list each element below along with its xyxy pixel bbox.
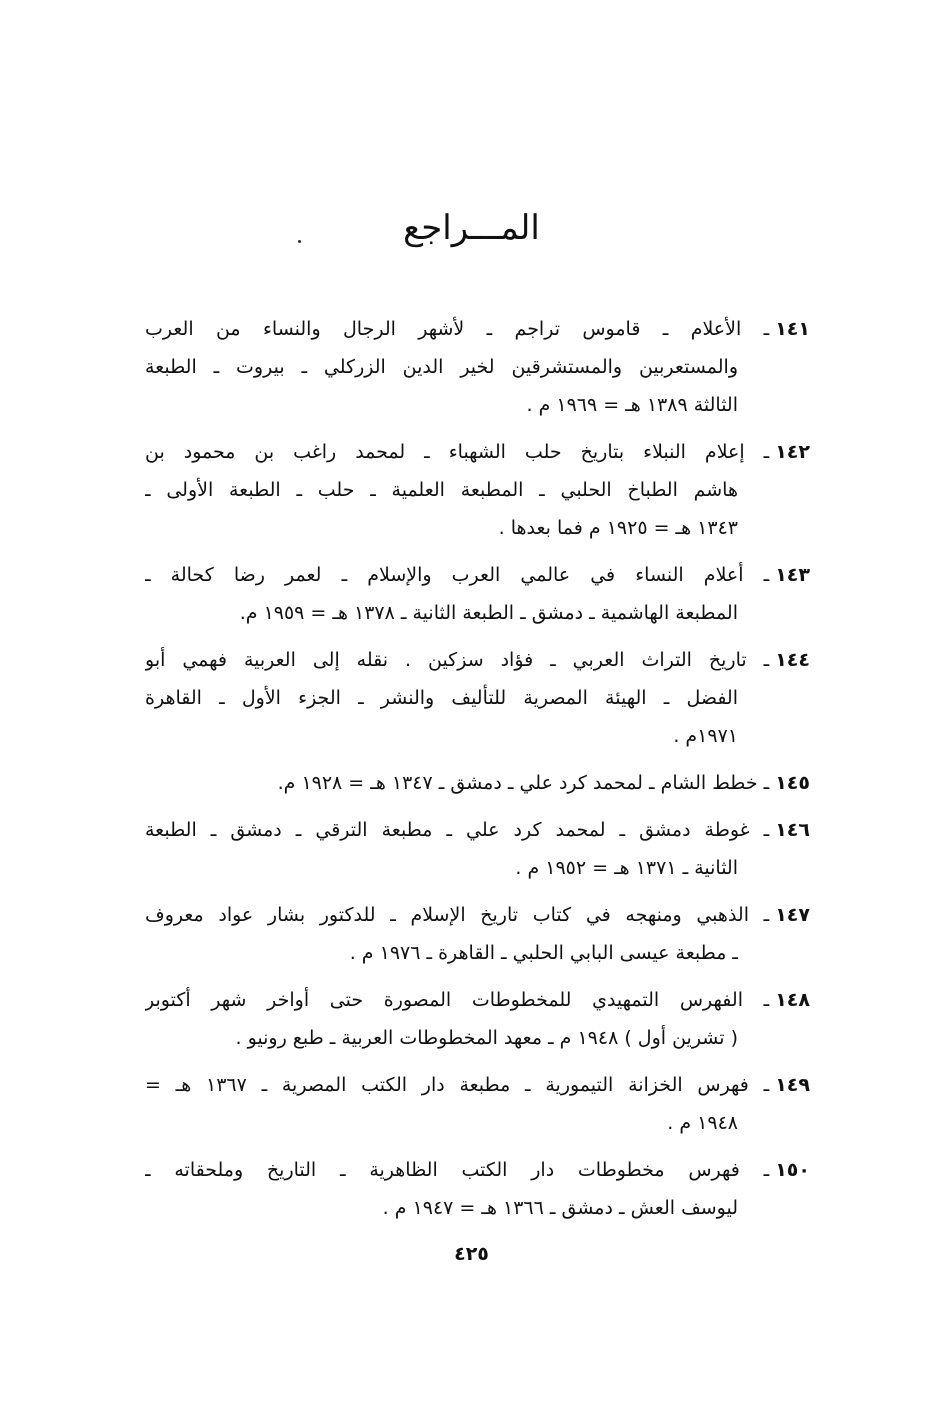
reference-continuation-line	[145, 934, 810, 972]
reference-continuation-line	[145, 386, 810, 424]
reference-text: والمستعربين والمستشرقين لخير الدين الزركلي ـ بيروت ـ الطبعة	[145, 356, 738, 378]
reference-number: ١٥٠	[775, 1159, 810, 1181]
reference-first-line	[145, 896, 810, 934]
reference-first-line	[145, 811, 810, 849]
reference-continuation-line	[145, 849, 810, 887]
reference-continuation-line	[145, 1189, 810, 1227]
reference-text: ـ تاريخ التراث العربي ـ فؤاد سزكين . نقله إلى العربية فهمي أبو	[145, 649, 770, 671]
reference-text: ـ خطط الشام ـ لمحمد كرد علي ـ دمشق ـ ١٣٤٧ هـ = ١٩٢٨ م.	[277, 772, 770, 794]
reference-first-line	[145, 556, 810, 594]
reference-number: ١٤٥	[775, 772, 810, 794]
reference-number: ١٤٢	[775, 441, 810, 463]
reference-text: ١٣٤٣ هـ = ١٩٢٥ م فما بعدها .	[498, 517, 738, 539]
reference-number: ١٤٨	[775, 989, 810, 1011]
reference-text: ـ الأعلام ـ قاموس تراجم ـ لأشهر الرجال والنساء من العرب	[145, 318, 770, 340]
reference-text: ـ غوطة دمشق ـ لمحمد كرد علي ـ مطبعة الترقي ـ دمشق ـ الطبعة	[145, 819, 770, 841]
reference-continuation-line	[145, 348, 810, 386]
reference-text: المطبعة الهاشمية ـ دمشق ـ الطبعة الثانية ـ ١٣٧٨ هـ = ١٩٥٩ م.	[239, 602, 738, 624]
reference-number: ١٤٤	[775, 649, 810, 671]
page-title: المـــراجع	[403, 208, 540, 248]
reference-text: ليوسف العش ـ دمشق ـ ١٣٦٦ هـ = ١٩٤٧ م .	[382, 1197, 738, 1219]
reference-number: ١٤١	[775, 318, 810, 340]
reference-number: ١٤٩	[775, 1074, 810, 1096]
references-list	[145, 310, 810, 1236]
reference-first-line	[145, 764, 810, 802]
reference-entry	[145, 641, 810, 755]
reference-continuation-line	[145, 1019, 810, 1057]
reference-text: ( تشرين أول ) ١٩٤٨ م ـ معهد المخطوطات العربية ـ طبع رونيو .	[235, 1027, 738, 1049]
reference-text: ـ أعلام النساء في عالمي العرب والإسلام ـ لعمر رضا كحالة ـ	[145, 564, 770, 586]
page-number: ٤٢٥	[454, 1243, 489, 1265]
reference-text: ـ فهرس الخزانة التيمورية ـ مطبعة دار الكتب المصرية ـ ١٣٦٧ هـ =	[145, 1074, 770, 1096]
reference-entry	[145, 1066, 810, 1142]
reference-number: ١٤٦	[775, 819, 810, 841]
reference-number: ١٤٣	[775, 564, 810, 586]
reference-text: ـ فهرس مخطوطات دار الكتب الظاهرية ـ التاريخ وملحقاته ـ	[145, 1159, 770, 1181]
reference-first-line	[145, 1066, 810, 1104]
reference-continuation-line	[145, 717, 810, 755]
reference-text: ١٩٤٨ م .	[667, 1112, 738, 1134]
reference-continuation-line	[145, 594, 810, 632]
reference-continuation-line	[145, 509, 810, 547]
reference-continuation-line	[145, 1104, 810, 1142]
reference-text: ـ مطبعة عيسى البابي الحلبي ـ القاهرة ـ ١٩٧٦ م .	[349, 942, 738, 964]
reference-entry	[145, 433, 810, 547]
reference-first-line	[145, 433, 810, 471]
reference-entry	[145, 1151, 810, 1227]
speck-mark	[298, 240, 301, 243]
reference-number: ١٤٧	[775, 904, 810, 926]
reference-text: الفضل ـ الهيئة المصرية للتأليف والنشر ـ الجزء الأول ـ القاهرة	[145, 687, 738, 709]
reference-text: ـ الفهرس التمهيدي للمخطوطات المصورة حتى أواخر شهر أكتوبر	[145, 989, 770, 1011]
reference-entry	[145, 556, 810, 632]
reference-entry	[145, 896, 810, 972]
reference-entry	[145, 811, 810, 887]
reference-first-line	[145, 1151, 810, 1189]
reference-text: الثالثة ١٣٨٩ هـ = ١٩٦٩ م .	[526, 394, 738, 416]
reference-continuation-line	[145, 679, 810, 717]
reference-first-line	[145, 310, 810, 348]
reference-continuation-line	[145, 471, 810, 509]
reference-text: ـ إعلام النبلاء بتاريخ حلب الشهباء ـ لمحمد راغب بن محمود بن	[145, 441, 770, 463]
reference-entry	[145, 310, 810, 424]
reference-entry	[145, 764, 810, 802]
reference-text: الثانية ـ ١٣٧١ هـ = ١٩٥٢ م .	[515, 857, 738, 879]
reference-first-line	[145, 981, 810, 1019]
reference-text: ـ الذهبي ومنهجه في كتاب تاريخ الإسلام ـ للدكتور بشار عواد معروف	[145, 904, 770, 926]
reference-entry	[145, 981, 810, 1057]
reference-first-line	[145, 641, 810, 679]
reference-text: ١٩٧١م .	[673, 725, 738, 747]
reference-text: هاشم الطباخ الحلبي ـ المطبعة العلمية ـ حلب ـ الطبعة الأولى ـ	[145, 479, 738, 501]
